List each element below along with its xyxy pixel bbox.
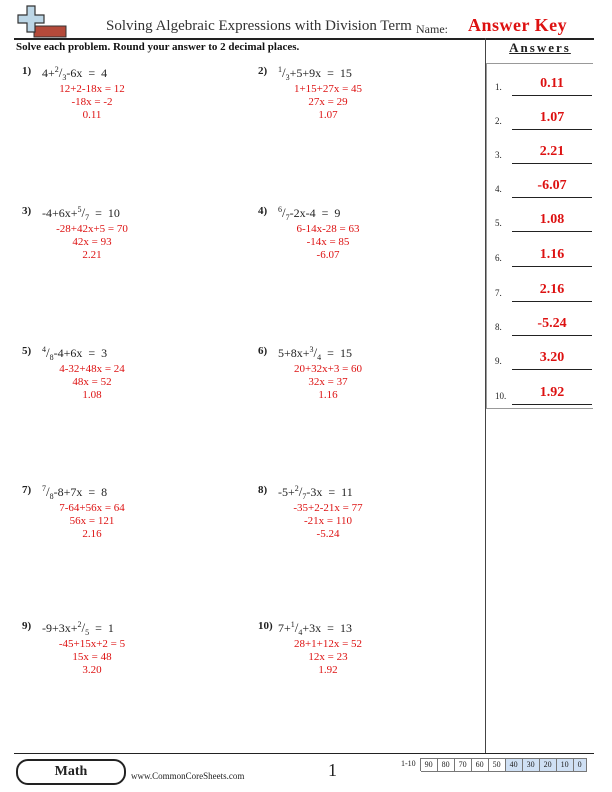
problem-number: 6) [258,345,268,357]
answer-row [495,212,592,232]
answer-value: 3.20 [539,350,565,365]
equation-prefix: 4+ [42,66,55,80]
answer-row [495,110,592,130]
solution-step: -28+42x+5 = 70 [56,223,128,235]
answer-number: 3. [495,150,502,160]
solution-step: 1.07 [318,109,338,121]
solution-step: 7-64+56x = 64 [59,502,125,514]
problem-number: 9) [22,620,32,632]
fraction-denominator: 4 [298,628,303,637]
answer-line [512,404,592,405]
answer-number: 8. [495,322,502,332]
fraction-denominator: 3 [62,73,67,82]
answer-value: 1.07 [539,110,565,125]
problem-equation [278,484,353,501]
answer-number: 1. [495,82,502,92]
fraction-numerator: 7 [42,484,46,493]
plus-logo-icon [16,4,68,38]
problem-equation [278,65,352,82]
score-cell: 10 [557,758,574,772]
instructions: Solve each problem. Round your answer to 2 decimal places. [16,41,300,53]
answer-number: 5. [495,218,502,228]
solution-steps [22,363,162,402]
answer-number: 10. [495,391,507,401]
fraction-denominator: 5 [85,628,90,637]
equation-prefix: -4+6x+ [42,206,78,220]
solution-step: 2.16 [82,528,102,540]
equation-suffix: +5+9x = 15 [289,66,352,80]
answer-row [495,76,592,96]
fraction-denominator: 4 [317,353,322,362]
answer-number: 7. [495,288,502,298]
solution-step: 6-14x-28 = 63 [296,223,360,235]
name-label: Name: [416,22,448,36]
answers-heading: Answers [509,40,571,55]
problem-equation [42,65,107,82]
fraction-slash: / [282,205,286,220]
problem-number: 3) [22,205,32,217]
solution-step: 27x = 29 [308,96,348,108]
fraction-numerator: 5 [77,205,82,214]
fraction-numerator: 2 [294,484,299,493]
solution-step: -45+15x+2 = 5 [58,638,126,650]
solution-step: -6.07 [316,249,340,261]
solution-step: 12x = 23 [308,651,348,663]
problem-equation [42,205,120,222]
score-table [397,758,587,771]
equation-suffix: -4+6x = 3 [53,346,108,360]
answer-line [512,301,592,302]
answer-line [512,335,592,336]
problem-equation [278,205,340,222]
problem-equation [278,620,352,637]
equation-prefix: -5+ [278,485,295,499]
equation-suffix: = 15 [321,346,352,360]
score-cell: 50 [489,758,506,772]
problem-equation [42,484,107,501]
answer-value: 1.16 [539,247,565,262]
fraction-numerator: 2 [54,65,59,74]
answer-line [512,163,592,164]
solution-step: 12+2-18x = 12 [59,83,125,95]
solution-step: -18x = -2 [71,96,113,108]
footer-divider [14,753,594,754]
score-cell: 60 [472,758,489,772]
solution-step: 1.92 [318,664,338,676]
score-cells [420,758,587,771]
fraction-slash: / [81,205,86,220]
answer-line [512,369,592,370]
fraction-denominator: 8 [49,353,54,362]
problem-number: 2) [258,65,268,77]
fraction-slash: / [81,620,86,635]
solution-step: 1.08 [82,389,102,401]
solution-step: 20+32x+3 = 60 [293,363,363,375]
website-label: www.CommonCoreSheets.com [131,771,245,781]
problem-number: 10) [258,620,273,632]
page-number: 1 [328,760,337,780]
answer-number: 6. [495,253,502,263]
answer-line [512,95,592,96]
answer-number: 2. [495,116,502,126]
fraction-slash: / [282,65,286,80]
solution-step: 2.21 [82,249,102,261]
equation-suffix: +3x = 13 [302,621,352,635]
solution-step: 0.11 [82,109,102,121]
problem-number: 8) [258,484,268,496]
problem-equation [42,620,114,637]
fraction-denominator: 7 [85,213,90,222]
equation-suffix: -3x = 11 [306,485,353,499]
equation-prefix: -9+3x+ [42,621,78,635]
solution-steps [258,638,398,677]
answer-row [495,350,592,370]
answer-value: -5.24 [537,316,567,331]
score-cell: 70 [455,758,472,772]
score-cell: 30 [523,758,540,772]
solution-step: 28+1+12x = 52 [293,638,363,650]
answer-line [512,231,592,232]
solution-steps [258,83,398,122]
answer-number: 9. [495,356,502,366]
solution-step: -35+2-21x = 77 [293,502,363,514]
fraction-slash: / [298,484,303,499]
solution-step: 1.16 [318,389,338,401]
solution-steps [258,223,398,262]
fraction-denominator: 7 [302,492,307,501]
solution-step: 3.20 [82,664,102,676]
solution-steps [22,502,162,541]
answer-value: 1.92 [539,385,565,400]
fraction-slash: / [313,345,318,360]
fraction-numerator: 2 [77,620,82,629]
score-cell: 90 [421,758,438,772]
problem-equation [278,345,352,362]
fraction-numerator: 4 [42,345,46,354]
solution-step: -21x = 110 [304,515,352,527]
problem-number: 5) [22,345,32,357]
solution-step: -5.24 [316,528,340,540]
math-subject-badge: Math [16,759,126,785]
problem-number: 4) [258,205,268,217]
fraction-numerator: 3 [309,345,314,354]
answer-value: 2.21 [539,144,565,159]
fraction-slash: / [58,65,63,80]
answer-value: 0.11 [540,76,564,91]
solution-step: -14x = 85 [306,236,350,248]
solution-step: 48x = 52 [72,376,112,388]
equation-prefix: 5+8x+ [278,346,310,360]
answer-row [495,144,592,164]
equation-suffix: -2x-4 = 9 [289,206,341,220]
answer-value: 1.08 [539,212,565,227]
solution-step: 4-32+48x = 24 [59,363,125,375]
fraction-slash: / [46,345,50,360]
solution-steps [258,502,398,541]
solution-step: 1+15+27x = 45 [293,83,363,95]
fraction-slash: / [46,484,50,499]
answer-line [512,197,592,198]
score-cell: 0 [574,758,587,772]
score-cell: 20 [540,758,557,772]
answer-row [495,178,592,198]
solution-step: 42x = 93 [72,236,112,248]
worksheet-title: Solving Algebraic Expressions with Division Term [106,18,412,34]
solution-steps [22,223,162,262]
equation-suffix: -8+7x = 8 [53,485,108,499]
solution-steps [22,83,162,122]
problem-equation [42,345,107,362]
solution-step: 15x = 48 [72,651,112,663]
fraction-denominator: 8 [49,492,54,501]
answer-line [512,266,592,267]
fraction-denominator: 3 [285,73,290,82]
fraction-numerator: 1 [290,620,295,629]
equation-suffix: = 10 [89,206,120,220]
fraction-numerator: 6 [278,205,282,214]
answer-row [495,282,592,302]
answer-row [495,385,592,405]
solution-steps [22,638,162,677]
equation-prefix: 7+ [278,621,291,635]
answer-row [495,247,592,267]
answer-number: 4. [495,184,502,194]
answer-line [512,129,592,130]
solution-steps [258,363,398,402]
solution-step: 56x = 121 [69,515,115,527]
solution-step: 32x = 37 [308,376,348,388]
fraction-slash: / [294,620,299,635]
score-cell: 80 [438,758,455,772]
answer-value: -6.07 [537,178,567,193]
equation-suffix: = 1 [89,621,114,635]
answer-key-title: Answer Key [468,15,568,35]
score-range-label: 1-10 [401,759,416,768]
equation-suffix: -6x = 4 [66,66,108,80]
answer-value: 2.16 [539,282,565,297]
problem-number: 7) [22,484,32,496]
score-cell: 40 [506,758,523,772]
problem-number: 1) [22,65,32,77]
fraction-denominator: 7 [285,213,290,222]
fraction-numerator: 1 [278,65,282,74]
answer-row [495,316,592,336]
